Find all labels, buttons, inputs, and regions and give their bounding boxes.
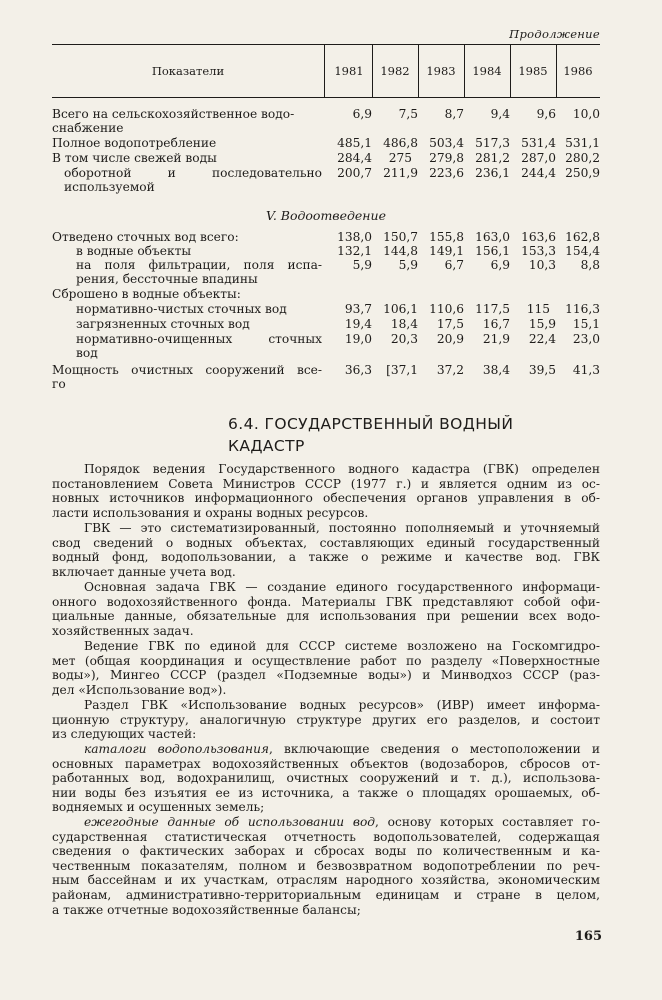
table-row xyxy=(52,230,600,244)
text-line: ласти использования и охраны водных ресурсов. xyxy=(52,505,369,520)
cell-value: 144,8 xyxy=(383,244,418,258)
text-line: районам, административно-территориальным единицам и стране в целом, xyxy=(52,887,600,902)
cell-value: 106,1 xyxy=(383,302,418,316)
row-label: в водные объекты xyxy=(76,244,192,258)
row-label: загрязненных сточных вод xyxy=(76,317,250,331)
cell-value: 20,9 xyxy=(436,332,464,346)
row-label: Полное водопотребление xyxy=(52,136,217,150)
cell-value: 281,2 xyxy=(475,151,510,165)
cell-value: 486,8 xyxy=(383,136,418,150)
cell-value: 287,0 xyxy=(521,151,556,165)
text-line: основных параметрах водохозяйственных объектов (водозаборов, сбросов от- xyxy=(52,756,600,771)
text-line: сударственная статистическая отчетность водопользователей, содержащая xyxy=(52,829,600,844)
cell-value: 23,0 xyxy=(572,332,600,346)
cell-value: 138,0 xyxy=(337,230,372,244)
table-row xyxy=(52,180,600,194)
cell-value: 38,4 xyxy=(482,363,510,377)
cell-value: 275 xyxy=(388,151,412,165)
text-line: Основная задача ГВК — создание единого государственного информаци- xyxy=(84,580,600,594)
text-line: ным бассейнам и их участкам, отраслям народного хозяйства, экономическим xyxy=(52,873,600,888)
continuation-label: Продолжение xyxy=(509,27,600,41)
text-line: Раздел ГВК «Использование водных ресурсов» (ИВР) имеет информа- xyxy=(84,698,600,712)
header-year: 1985 xyxy=(510,45,557,97)
paragraph xyxy=(52,521,600,579)
cell-value: 22,4 xyxy=(528,332,556,346)
table-row xyxy=(52,332,600,346)
text-line: чественным показателям, полном и безвозвратном водопотреблении по реч- xyxy=(52,858,600,873)
text-line: воды»), Мингео СССР (раздел «Подземные воды») и Минводхоз СССР (раз- xyxy=(52,668,600,683)
term-catalogs: каталоги водопользования xyxy=(84,742,269,756)
cell-value: 9,6 xyxy=(536,107,556,121)
cell-value: 5,9 xyxy=(352,258,372,272)
cell-value: 19,4 xyxy=(344,317,372,331)
cell-value: 485,1 xyxy=(337,136,372,150)
paragraph xyxy=(52,462,600,520)
row-label: Отведено сточных вод всего: xyxy=(52,230,239,244)
paragraph xyxy=(52,580,600,638)
text-fragment: , основу которых составляет го- xyxy=(375,815,600,829)
section-heading xyxy=(228,413,513,457)
paragraph xyxy=(52,742,600,815)
row-label: на поля фильтрации, поля испа- xyxy=(76,258,322,272)
cell-value: 132,1 xyxy=(337,244,372,258)
cell-value: 16,7 xyxy=(482,317,510,331)
table-row xyxy=(52,258,600,272)
text-line: новных источников информационного обеспечения органов управления в об- xyxy=(52,491,600,506)
row-label: нормативно-чистых сточных вод xyxy=(76,302,287,316)
cell-value: 93,7 xyxy=(344,302,372,316)
cell-value: 117,5 xyxy=(475,302,510,316)
text-line: дел «Использование вод»). xyxy=(52,682,227,697)
header-year: 1984 xyxy=(464,45,511,97)
text-line: водный фонд, водопользовании, а также о режиме и качестве вод. ГВК xyxy=(52,550,600,565)
paragraph xyxy=(52,698,600,742)
cell-value: 115 xyxy=(526,302,550,316)
row-label: Всего на сельскохозяйственное водо- xyxy=(52,107,295,121)
page-number: 165 xyxy=(574,929,602,944)
cell-value: 250,9 xyxy=(565,166,600,180)
table-row xyxy=(52,317,600,331)
cell-value: 149,1 xyxy=(429,244,464,258)
cell-value: 36,3 xyxy=(344,363,372,377)
cell-value: 10,0 xyxy=(572,107,600,121)
text-line: ционную структуру, аналогичную структуре других его разделов, и состоит xyxy=(52,712,600,727)
row-label: рения, бессточные впадины xyxy=(76,272,258,286)
row-label: го xyxy=(52,377,66,391)
table-row xyxy=(52,151,600,165)
cell-value: 10,3 xyxy=(528,258,556,272)
text-line: Порядок ведения Государственного водного кадастра (ГВК) определен xyxy=(84,462,600,476)
text-line: онного водохозяйственного фонда. Материалы ГВК представляют собой офи- xyxy=(52,594,600,609)
table-row xyxy=(52,272,600,286)
table-row xyxy=(52,136,600,150)
header-year: 1982 xyxy=(372,45,419,97)
table-row xyxy=(52,377,600,391)
text-line: Ведение ГВК по единой для СССР системе возложено на Госкомгидро- xyxy=(84,639,600,653)
row-label: В том числе свежей воды xyxy=(52,151,217,165)
cell-value: 21,9 xyxy=(482,332,510,346)
paragraph xyxy=(52,815,600,917)
text-line: хозяйственных задач. xyxy=(52,623,194,638)
cell-value: 7,5 xyxy=(398,107,418,121)
table-row xyxy=(52,244,600,258)
cell-value: 531,1 xyxy=(565,136,600,150)
table-header xyxy=(52,44,600,98)
paragraph xyxy=(52,639,600,697)
cell-value: 8,7 xyxy=(444,107,464,121)
cell-value: 17,5 xyxy=(436,317,464,331)
text-line xyxy=(52,742,600,757)
text-line: сведения о фактических заборах и сбросах воды по количественным и ка- xyxy=(52,844,600,859)
header-year: 1986 xyxy=(563,64,593,78)
table-row xyxy=(52,166,600,180)
cell-value: 150,7 xyxy=(383,230,418,244)
header-year: 1981 xyxy=(326,45,373,97)
cell-value: 279,8 xyxy=(429,151,464,165)
cell-value: 503,4 xyxy=(429,136,464,150)
text-line: работанных вод, водохранилищ, очистных сооружений и т. д.), использова- xyxy=(52,771,600,786)
table-row xyxy=(52,363,600,377)
cell-value: 19,0 xyxy=(344,332,372,346)
row-label: Сброшено в водные объекты: xyxy=(52,287,241,301)
cell-value: 116,3 xyxy=(565,302,600,316)
cell-value: 517,3 xyxy=(475,136,510,150)
row-label: вод xyxy=(76,346,98,360)
cell-value: 244,4 xyxy=(521,166,556,180)
text-line: нии воды без изъятия ее из источника, а также о площадях орошаемых, об- xyxy=(52,785,600,800)
text-line: свод сведений о водных объектах, составляющих единый государственный xyxy=(52,535,600,550)
term-annual-data: ежегодные данные об использовании вод xyxy=(84,815,376,829)
cell-value: 200,7 xyxy=(337,166,372,180)
cell-value: 15,9 xyxy=(528,317,556,331)
cell-value: 223,6 xyxy=(429,166,464,180)
row-label: снабжение xyxy=(52,121,124,135)
row-label: Мощность очистных сооружений все- xyxy=(52,363,322,377)
row-label: используемой xyxy=(64,180,155,194)
section-title: V. Водоотведение xyxy=(265,208,386,223)
text-fragment: , включающие сведения о местоположении и xyxy=(269,742,600,756)
cell-value: [37,1 xyxy=(386,363,418,377)
cell-value: 15,1 xyxy=(572,317,600,331)
cell-value: 6,9 xyxy=(352,107,372,121)
table-row xyxy=(52,346,600,360)
cell-value: 20,3 xyxy=(390,332,418,346)
cell-value: 163,0 xyxy=(475,230,510,244)
row-label: нормативно-очищенных сточных xyxy=(76,332,322,346)
cell-value: 284,4 xyxy=(337,151,372,165)
text-line: включает данные учета вод. xyxy=(52,564,236,579)
cell-value: 39,5 xyxy=(528,363,556,377)
cell-value: 236,1 xyxy=(475,166,510,180)
cell-value: 9,4 xyxy=(490,107,510,121)
table-row xyxy=(52,302,600,316)
cell-value: 37,2 xyxy=(436,363,464,377)
cell-value: 6,9 xyxy=(490,258,510,272)
table-row xyxy=(52,287,600,301)
text-line: ГВК — это систематизированный, постоянно пополняемый и уточняемый xyxy=(84,521,600,535)
cell-value: 211,9 xyxy=(383,166,418,180)
cell-value: 162,8 xyxy=(565,230,600,244)
cell-value: 5,9 xyxy=(398,258,418,272)
text-line: из следующих частей: xyxy=(52,727,197,742)
cell-value: 155,8 xyxy=(429,230,464,244)
cell-value: 8,8 xyxy=(580,258,600,272)
header-indicator: Показатели xyxy=(52,45,325,97)
cell-value: 41,3 xyxy=(572,363,600,377)
cell-value: 156,1 xyxy=(475,244,510,258)
text-line: постановлением Совета Министров СССР (1977 г.) и является одним из ос- xyxy=(52,476,600,491)
text-line: циальные данные, обязательные для использования при решении всех водо- xyxy=(52,609,600,624)
heading-line: 6.4. ГОСУДАРСТВЕННЫЙ ВОДНЫЙ xyxy=(228,415,514,433)
text-line xyxy=(52,815,600,830)
text-line: а также отчетные водохозяйственные балансы; xyxy=(52,902,361,917)
table-row xyxy=(52,121,600,135)
cell-value: 531,4 xyxy=(521,136,556,150)
cell-value: 280,2 xyxy=(565,151,600,165)
cell-value: 154,4 xyxy=(565,244,600,258)
cell-value: 163,6 xyxy=(521,230,556,244)
header-year: 1983 xyxy=(418,45,465,97)
table-row xyxy=(52,107,600,121)
text-line: мет (общая координация и осуществление работ по разделу «Поверхностные xyxy=(52,653,600,668)
row-label: оборотной и последовательно xyxy=(64,166,322,180)
text-line: водняемых и осушенных земель; xyxy=(52,800,265,815)
heading-line: КАДАСТР xyxy=(228,437,305,455)
cell-value: 110,6 xyxy=(429,302,464,316)
cell-value: 18,4 xyxy=(390,317,418,331)
cell-value: 6,7 xyxy=(444,258,464,272)
cell-value: 153,3 xyxy=(521,244,556,258)
